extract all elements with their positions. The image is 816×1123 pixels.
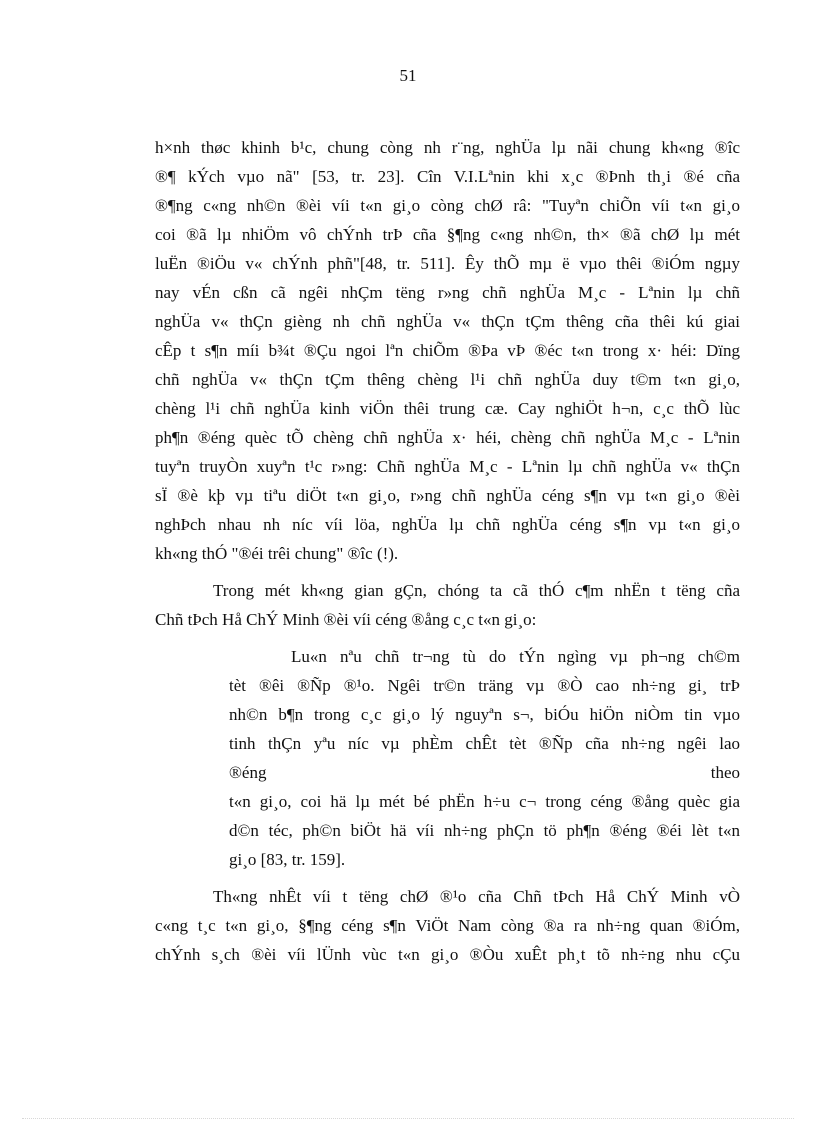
text-line: h×nh thøc khinh b¹c, chung còng nh r¨ng, nghÜa lµ nãi chung kh«ng ®îc [155,138,740,157]
text-line: tuyªn truyÒn xuyªn t¹c r»ng: Chñ nghÜa M¸c - Lªnin lµ chñ nghÜa v« thÇn [155,457,740,476]
quote-line: Lu«n nªu chñ tr¬ng tù do tÝn ngìng vµ ph¬ng ch©m [291,647,740,666]
text-line: c«ng t¸c t«n gi¸o, §¶ng céng s¶n ViÖt Nam còng ®a ra nh÷ng quan ®iÓm, [155,916,740,935]
text-line: ®¶ kÝch vµo nã" [53, tr. 23]. Cîn V.I.Lªnin khi x¸c ®Þnh th¸i ®é cña [155,167,740,186]
text-line: cÊp t s¶n míi b¾t ®Çu ngoi lªn chiÕm ®Þa vÞ ®éc t«n trong x· héi: Dïng [155,341,740,360]
paragraph-1 [155,133,740,568]
quote-line: ®éng theo [229,763,740,782]
quote-line: gi¸o [83, tr. 159]. [229,850,346,869]
paragraph-2 [155,576,740,634]
text-line: ph¶n ®éng quèc tÕ chèng chñ nghÜa x· héi, chèng chñ nghÜa M¸c - Lªnin [155,428,740,447]
quote-line: nh©n b¶n trong c¸c gi¸o lý nguyªn s¬, biÓu hiÖn niÒm tin vµo [229,705,740,724]
quote-line: d©n téc, ph©n biÖt hä víi nh÷ng phÇn tö ph¶n ®éng ®éi lèt t«n [229,821,740,840]
text-line: nghÞch nhau nh níc víi löa, nghÜa lµ chñ nghÜa céng s¶n vµ t«n gi¸o [155,515,740,534]
text-line: nay vÉn cßn cã ngêi nhÇm tëng r»ng chñ nghÜa M¸c - Lªnin lµ chñ [155,283,740,302]
text-line: Trong mét kh«ng gian gÇn, chóng ta cã thÓ c¶m nhËn t tëng cña [213,581,740,600]
text-line: chñ nghÜa v« thÇn tÇm thêng chèng l¹i chñ nghÜa duy t©m t«n gi¸o, [155,370,740,389]
paragraph-3 [155,882,740,969]
text-line: luËn ®iÖu v« chÝnh phñ"[48, tr. 511]. Êy thÕ mµ ë vµo thêi ®iÓm ngµy [155,254,740,273]
page-bottom-border [22,1118,794,1119]
text-line: nghÜa v« thÇn gièng nh chñ nghÜa v« thÇn tÇm thêng cña thêi kú giai [155,312,740,331]
text-line: sÏ ®è kþ vµ tiªu diÖt t«n gi¸o, r»ng chñ nghÜa céng s¶n vµ t«n gi¸o ®èi [155,486,740,505]
text-line: chÝnh s¸ch ®èi víi lÜnh vùc t«n gi¸o ®Òu xuÊt ph¸t tõ nh÷ng nhu cÇu [155,945,740,964]
page-number: 51 [399,66,417,85]
text-line: ®¶ng c«ng nh©n ®èi víi t«n gi¸o còng chØ râ: "Tuyªn chiÕn víi t«n gi¸o [155,196,740,215]
quote-line: tinh thÇn yªu níc vµ phÈm chÊt tèt ®Ñp cña nh÷ng ngêi lao [229,734,740,753]
quote-line: tèt ®êi ®Ñp ®¹o. Ngêi tr©n träng vµ ®Ò cao nh÷ng gi¸ trÞ [229,676,740,695]
document-body [155,133,740,969]
text-line: Chñ tÞch Hå ChÝ Minh ®èi víi céng ®ång c¸c t«n gi¸o: [155,610,537,629]
text-line: coi ®ã lµ nhiÖm vô chÝnh trÞ cña §¶ng c«ng nh©n, th× ®ã chØ lµ mét [155,225,740,244]
text-line: Th«ng nhÊt víi t tëng chØ ®¹o cña Chñ tÞch Hå ChÝ Minh vÒ [213,887,740,906]
block-quote [229,642,740,874]
text-line: kh«ng thÓ "®éi trêi chung" ®îc (!). [155,544,399,563]
quote-line: t«n gi¸o, coi hä lµ mét bé phËn h÷u c¬ trong céng ®ång quèc gia [229,792,740,811]
text-line: chèng l¹i chñ nghÜa kinh viÖn thêi trung cæ. Cay nghiÖt h¬n, c¸c thÕ lùc [155,399,740,418]
